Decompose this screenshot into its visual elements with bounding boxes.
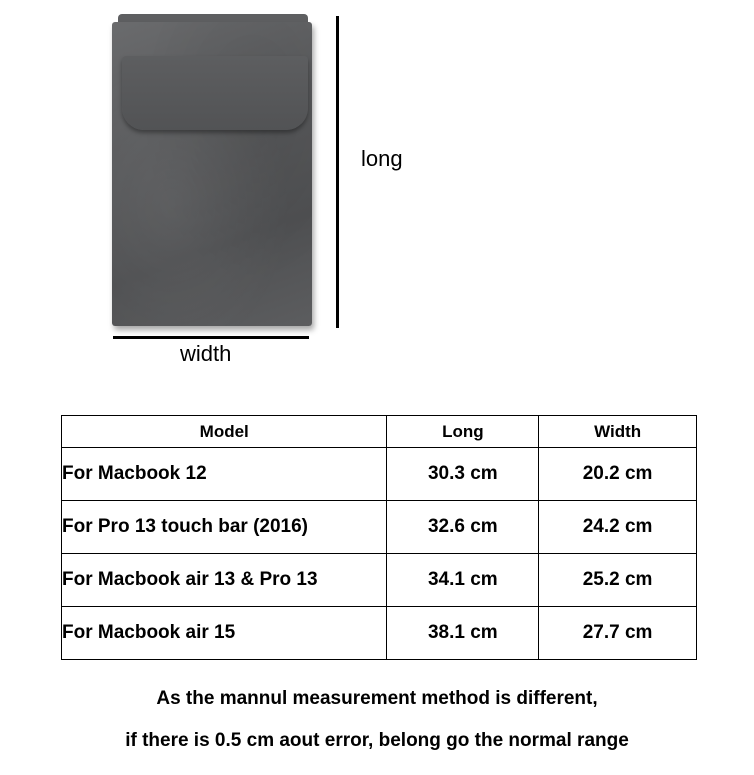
long-dimension-label: long <box>361 146 403 171</box>
table-row <box>62 607 697 660</box>
width-cell: 20.2 cm <box>539 448 697 501</box>
model-cell: For Macbook 12 <box>62 448 387 501</box>
table-header-row <box>62 416 697 448</box>
width-dimension-line <box>113 336 309 339</box>
model-cell: For Macbook air 13 & Pro 13 <box>62 554 387 607</box>
width-cell: 27.7 cm <box>539 607 697 660</box>
width-cell: 25.2 cm <box>539 554 697 607</box>
width-dimension-label: width <box>180 341 232 366</box>
size-table <box>61 415 697 660</box>
table-row <box>62 448 697 501</box>
header-width: Width <box>539 416 697 448</box>
laptop-sleeve-image <box>108 14 318 330</box>
measurement-note-line-2: if there is 0.5 cm aout error, belong go the normal range <box>125 730 629 751</box>
header-model: Model <box>62 416 387 448</box>
sleeve-flap <box>122 56 308 130</box>
width-cell: 24.2 cm <box>539 501 697 554</box>
long-cell: 30.3 cm <box>387 448 539 501</box>
table-row <box>62 554 697 607</box>
measurement-note-line-1: As the mannul measurement method is different, <box>156 688 598 709</box>
header-long: Long <box>387 416 539 448</box>
long-cell: 38.1 cm <box>387 607 539 660</box>
long-cell: 34.1 cm <box>387 554 539 607</box>
table-row <box>62 501 697 554</box>
long-cell: 32.6 cm <box>387 501 539 554</box>
long-dimension-line <box>336 16 339 328</box>
model-cell: For Pro 13 touch bar (2016) <box>62 501 387 554</box>
model-cell: For Macbook air 15 <box>62 607 387 660</box>
